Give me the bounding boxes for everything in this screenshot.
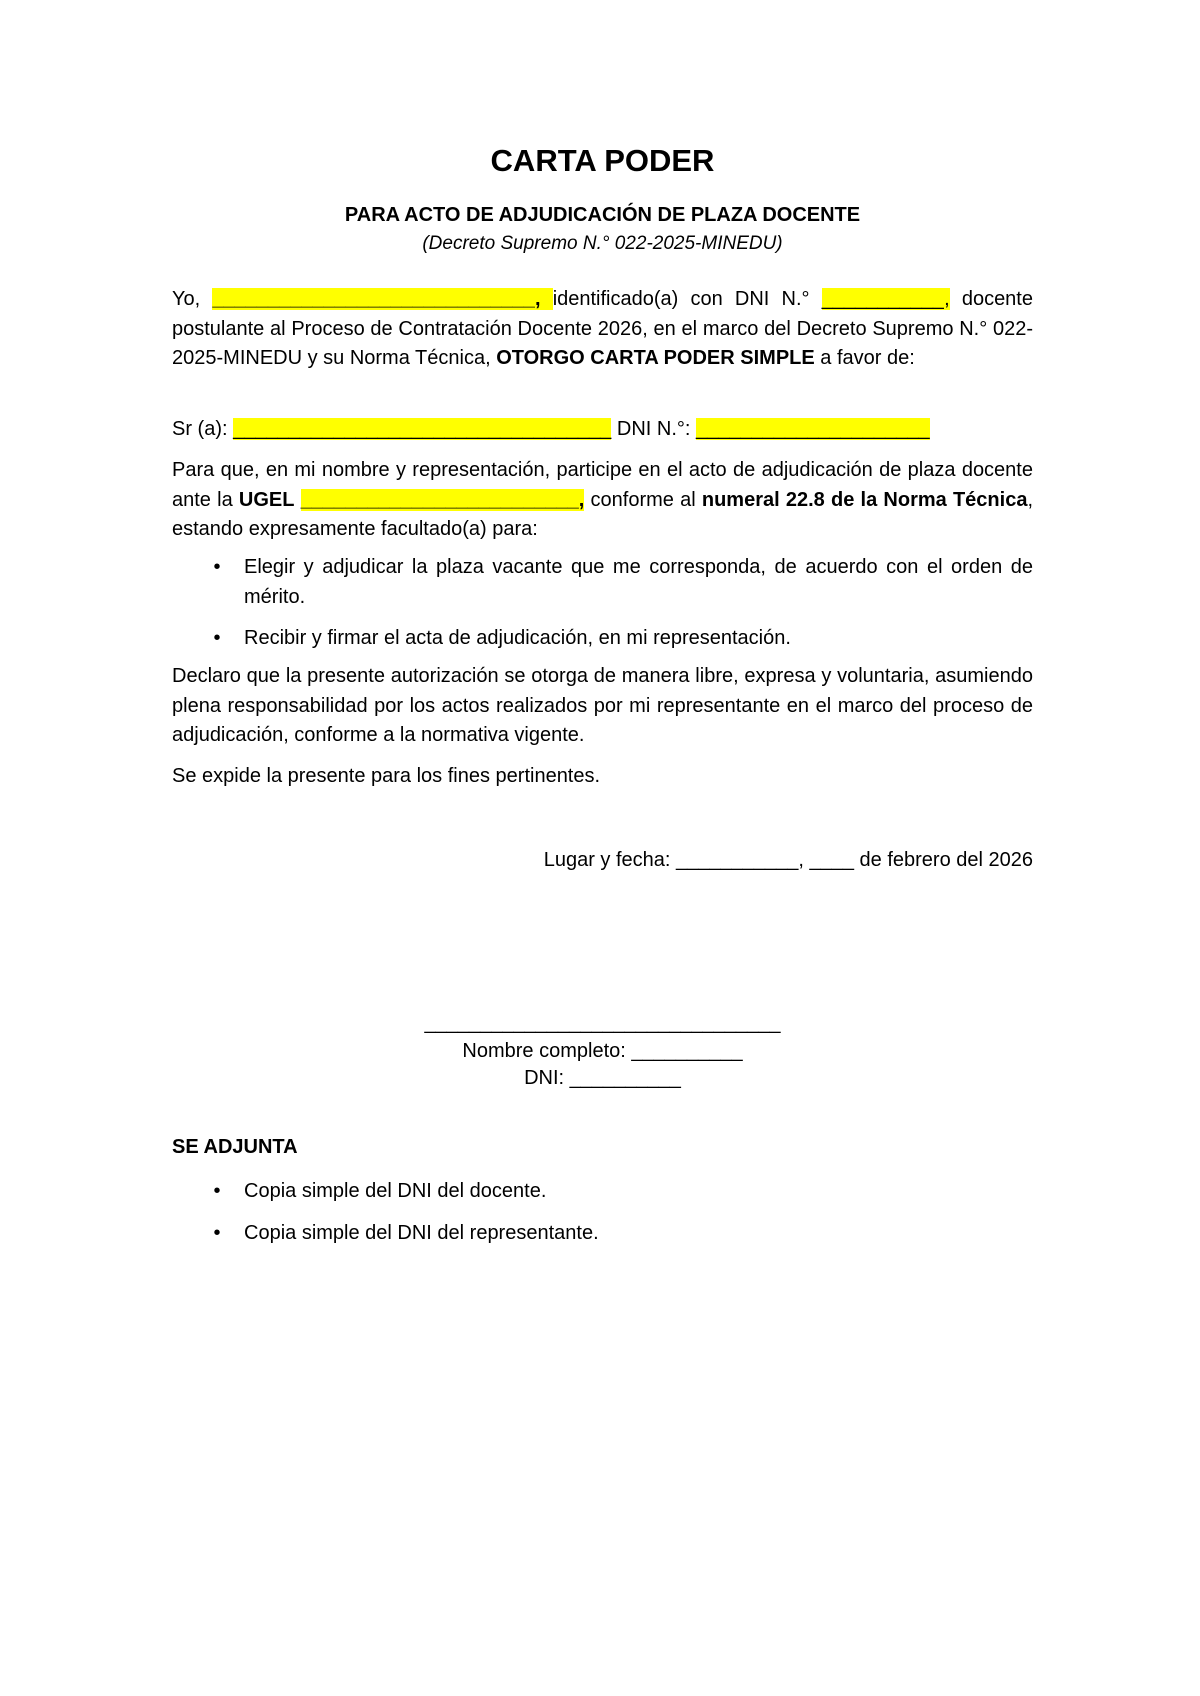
signature-line[interactable]: ________________________________ (424, 1012, 781, 1034)
representative-name-blank[interactable]: __________________________________ (233, 418, 612, 440)
list-item (172, 624, 1033, 654)
text-comma: , (578, 488, 585, 511)
text-identificado: identificado(a) con DNI N.° (552, 288, 822, 310)
text-facultado: , estando expresamente facultado(a) para: (172, 488, 1034, 540)
representative-paragraph (172, 415, 1033, 445)
decree-reference: (Decreto Supremo N.° 022-2025-MINEDU) (422, 233, 783, 254)
text-dni-label: DNI N.°: (611, 418, 696, 440)
document-subtitle: PARA ACTO DE ADJUDICACIÓN DE PLAZA DOCENTE (344, 204, 861, 226)
text-numeral: numeral 22.8 de la Norma Técnica (701, 488, 1028, 511)
signature-dni[interactable]: DNI: __________ (524, 1067, 681, 1089)
grantor-name-blank[interactable]: _____________________________ (212, 288, 535, 310)
text-a-favor-de: a favor de: (814, 347, 915, 369)
bullet-icon: • (213, 1180, 221, 1202)
signature-name[interactable]: Nombre completo: __________ (462, 1040, 743, 1062)
faculties-list (172, 553, 1033, 654)
list-item (172, 1177, 1033, 1207)
bullet-icon: • (213, 1221, 221, 1244)
attachments-list (172, 1177, 1033, 1248)
list-item-text: Elegir y adjudicar la plaza vacante que me corresponda, de acuerdo con el orden de mérito. (244, 556, 1033, 608)
list-item-text: Copia simple del DNI del docente. (244, 1180, 547, 1202)
text-otorgo-carta-poder: OTORGO CARTA PODER SIMPLE (496, 347, 815, 369)
bullet-icon: • (213, 556, 221, 578)
ugel-blank[interactable]: _________________________ (300, 488, 579, 511)
bullet-icon: • (213, 627, 221, 649)
declaration-paragraph: Declaro que la presente autorización se otorga de manera libre, expresa y voluntaria, asumiendo plena responsabilidad por los actos realizados por mi representante en el marco del proceso de adjudicación, conforme a la normativa vigente. (172, 665, 1033, 746)
purpose-paragraph (172, 456, 1033, 545)
text-yo: Yo, (172, 288, 213, 310)
list-item (172, 553, 1033, 612)
list-item (172, 1219, 1033, 1249)
attachments-heading: SE ADJUNTA (172, 1136, 298, 1158)
text-sr: Sr (a): (172, 418, 234, 440)
expide-paragraph: Se expide la presente para los fines pertinentes. (172, 765, 601, 787)
grantor-dni-blank[interactable]: ___________ (821, 288, 945, 310)
grantor-paragraph (172, 285, 1033, 374)
list-item-text: Recibir y firmar el acta de adjudicación, en mi representación. (244, 627, 791, 649)
document-title: CARTA PODER (490, 143, 715, 178)
representative-dni-blank[interactable]: _____________________ (695, 418, 930, 440)
text-space (294, 489, 300, 511)
text-conforme: conforme al (584, 488, 702, 511)
text-comma: , (534, 288, 553, 310)
text-para-que: Para que, en mi nombre y representación, participe en el acto de adjudicación de plaza docente ante la (172, 459, 1033, 511)
text-comma: , (944, 288, 950, 310)
list-item-text: Copia simple del DNI del representante. (244, 1221, 599, 1244)
text-ugel: UGEL (238, 488, 295, 511)
place-date-line[interactable]: Lugar y fecha: ___________, ____ de febrero del 2026 (543, 849, 1033, 871)
text-postulante: docente postulante al Proceso de Contratación Docente 2026, en el marco del Decreto Supremo N.° 022-2025-MINEDU y su Norma Técnica, (172, 288, 1033, 369)
